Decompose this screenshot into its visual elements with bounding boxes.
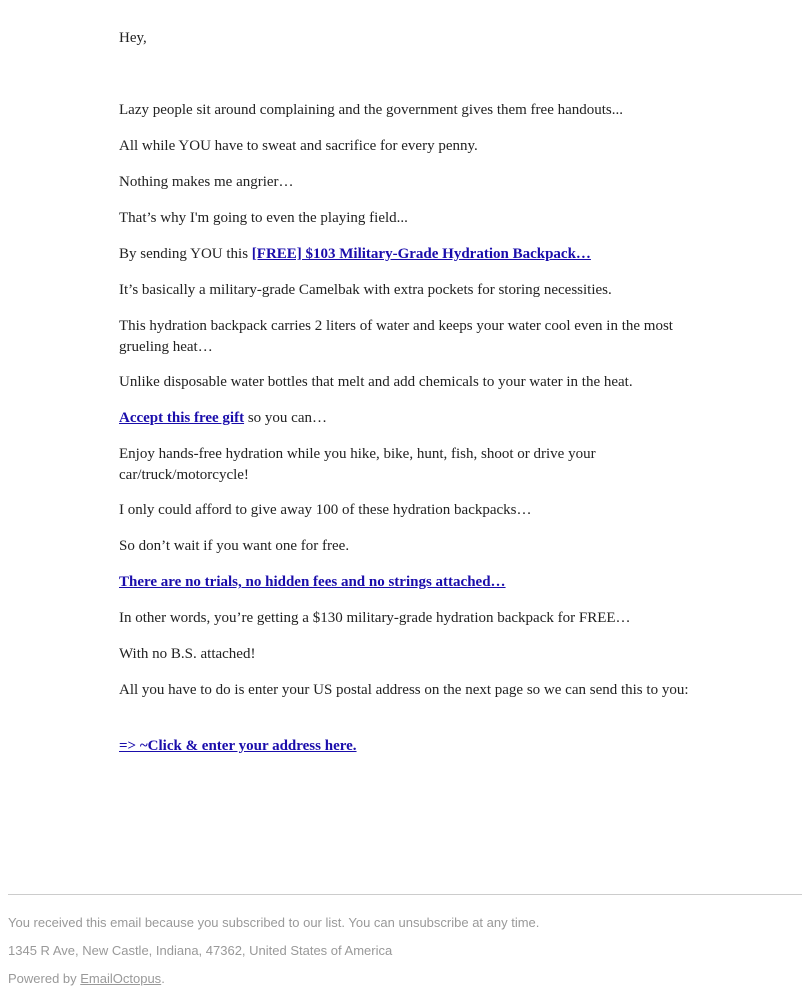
paragraph-two-liters: This hydration backpack carries 2 liters of water and keeps your water cool even in the most grueling heat… — [119, 318, 673, 355]
paragraph-dont-wait: So don’t wait if you want one for free. — [119, 538, 350, 554]
paragraph-postal-address: All you have to do is enter your US postal address on the next page so we can send this to you: — [119, 682, 689, 698]
paragraph-sending — [119, 244, 709, 265]
email-footer — [8, 894, 802, 986]
paragraph-accept-gift-text: so you can… — [244, 410, 327, 426]
accept-gift-link[interactable]: Accept this free gift — [119, 410, 245, 426]
paragraph-accept-gift — [119, 408, 709, 429]
footer-powered-by — [8, 971, 165, 986]
paragraph-click-address — [119, 736, 709, 757]
enter-address-link[interactable]: => ~Click & enter your address here. — [119, 738, 357, 754]
paragraph-hands-free: Enjoy hands-free hydration while you hike, bike, hunt, fish, shoot or drive your car/truck/motorcycle! — [119, 446, 596, 483]
footer-powered-prefix: Powered by — [8, 971, 81, 986]
paragraph-sacrifice: All while YOU have to sweat and sacrifice for every penny. — [119, 138, 478, 154]
paragraph-no-trials — [119, 572, 709, 593]
paragraph-disposable-bottles: Unlike disposable water bottles that melt and add chemicals to your water in the heat. — [119, 374, 633, 390]
paragraph-angrier: Nothing makes me angrier… — [119, 174, 294, 190]
footer-address: 1345 R Ave, New Castle, Indiana, 47362, United States of America — [8, 943, 393, 958]
paragraph-handouts: Lazy people sit around complaining and the government gives them free handouts... — [119, 102, 624, 118]
footer-powered-suffix: . — [161, 971, 165, 986]
paragraph-camelbak: It’s basically a military-grade Camelbak with extra pockets for storing necessities. — [119, 282, 612, 298]
paragraph-only-100: I only could afford to give away 100 of these hydration backpacks… — [119, 502, 532, 518]
free-backpack-link[interactable]: [FREE] $103 Military-Grade Hydration Backpack… — [251, 246, 591, 262]
paragraph-other-words: In other words, you’re getting a $130 military-grade hydration backpack for FREE… — [119, 610, 631, 626]
no-trials-link[interactable]: There are no trials, no hidden fees and no strings attached… — [119, 574, 506, 590]
paragraph-sending-text: By sending YOU this — [119, 246, 252, 262]
paragraph-playing-field: That’s why I'm going to even the playing field... — [119, 210, 408, 226]
paragraph-no-bs: With no B.S. attached! — [119, 646, 256, 662]
greeting: Hey, — [119, 30, 147, 46]
emailoctopus-link[interactable]: EmailOctopus — [80, 971, 162, 986]
footer-subscribed-notice: You received this email because you subscribed to our list. You can unsubscribe at any time. — [8, 915, 540, 930]
